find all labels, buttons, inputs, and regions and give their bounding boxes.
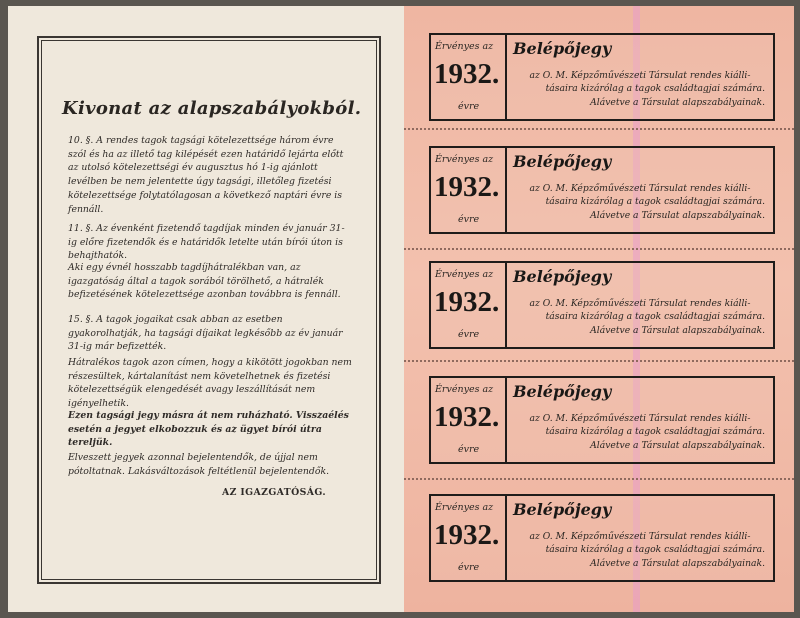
ticket-valid-label: Érvényes az bbox=[435, 269, 494, 280]
ticket-text-line1: az O. M. Képzőművészeti Társulat rendes kiálli- bbox=[529, 70, 751, 81]
ticket-title: Belépőjegy bbox=[513, 382, 612, 401]
perforation-line bbox=[404, 478, 794, 480]
paragraph-15-continued: Hátralékos tagok azon címen, hogy a kikötött jogokban nem részesültek, kártalanítást nem követelhetnek és fizetési kötelezettségük elengedését avagy leszállítását nem igényelhetik. bbox=[68, 357, 352, 410]
ticket-year-suffix: évre bbox=[458, 562, 480, 573]
ticket-year-suffix: évre bbox=[458, 101, 480, 112]
admission-ticket bbox=[429, 261, 775, 349]
ticket-validity-box bbox=[431, 496, 507, 580]
ticket-valid-label: Érvényes az bbox=[435, 384, 494, 395]
ticket-text-line3: Alávetve a Társulat alapszabályainak. bbox=[590, 324, 765, 336]
ticket-text-line2: tásaira kizárólag a tagok családtagjai számára. bbox=[545, 426, 765, 438]
ticket-year-suffix: évre bbox=[458, 329, 480, 340]
paragraph-11-continued: Aki egy évnél hosszabb tagdíjhátralékban van, az igazgatóság által a tagok sorából törölhető, a hátralék befizetésének kötelezettsége azonban továbbra is fennáll. bbox=[68, 262, 341, 301]
ticket-text-line3: Alávetve a Társulat alapszabályainak. bbox=[590, 209, 765, 221]
perforation-line bbox=[404, 128, 794, 130]
ticket-text bbox=[511, 182, 769, 222]
ticket-year: 1932. bbox=[434, 401, 500, 433]
ticket-text-line2: tásaira kizárólag a tagok családtagjai számára. bbox=[545, 311, 765, 323]
transfer-notice: Ezen tagsági jegy másra át nem ruházható. Visszaélés esetén a jegyet elkobozzuk és az ügyet bírói útra tereljük. bbox=[68, 410, 349, 449]
ticket-title: Belépőjegy bbox=[513, 500, 612, 519]
admission-ticket bbox=[429, 494, 775, 582]
document-title: Kivonat az alapszabályokból. bbox=[62, 98, 362, 119]
ticket-text bbox=[511, 69, 769, 109]
ticket-text bbox=[511, 297, 769, 337]
ticket-year-suffix: évre bbox=[458, 214, 480, 225]
paragraph-10: 10. §. A rendes tagok tagsági kötelezettsége három évre szól és ha az illető tag kilépését ezen határidő lejárta előtt az utolsó kötelezettségi év augusztus hó 1-ig ajánlott levélben be nem jelentette úgy tagsági, illetőleg fizetési kötelezettsége folytatólagosan a következő naptári évre is fennáll. bbox=[68, 135, 344, 215]
ticket-valid-label: Érvényes az bbox=[435, 502, 494, 513]
ticket-validity-box bbox=[431, 148, 507, 232]
ticket-text bbox=[511, 530, 769, 570]
perforation-line bbox=[404, 360, 794, 362]
ticket-title: Belépőjegy bbox=[513, 39, 612, 58]
ticket-validity-box bbox=[431, 378, 507, 462]
ticket-year: 1932. bbox=[434, 286, 500, 318]
ticket-validity-box bbox=[431, 35, 507, 119]
ticket-title: Belépőjegy bbox=[513, 152, 612, 171]
ticket-text-line2: tásaira kizárólag a tagok családtagjai számára. bbox=[545, 196, 765, 208]
lost-ticket-notice: Elveszett jegyek azonnal bejelentendők, de újjal nem pótoltatnak. Lakásváltozások feltétlenül bejelentendők. bbox=[68, 452, 330, 477]
paragraph-11: 11. §. Az évenként fizetendő tagdíjak minden év január 31-ig előre fizetendők és e határidők letelte után bírói úton is behajthatók. bbox=[68, 223, 345, 262]
ticket-year-suffix: évre bbox=[458, 444, 480, 455]
admission-ticket bbox=[429, 376, 775, 464]
paragraph-15: 15. §. A tagok jogaikat csak abban az esetben gyakorolhatják, ha tagsági díjaikat legkésőbb az év január 31-ig már befizették. bbox=[68, 314, 343, 353]
ticket-text-line3: Alávetve a Társulat alapszabályainak. bbox=[590, 439, 765, 451]
ticket-valid-label: Érvényes az bbox=[435, 154, 494, 165]
ticket-text-line1: az O. M. Képzőművészeti Társulat rendes kiálli- bbox=[529, 413, 751, 424]
ticket-valid-label: Érvényes az bbox=[435, 41, 494, 52]
perforation-line bbox=[404, 248, 794, 250]
ticket-text-line3: Alávetve a Társulat alapszabályainak. bbox=[590, 96, 765, 108]
signature: AZ IGAZGATÓSÁG. bbox=[222, 487, 326, 498]
ticket-year: 1932. bbox=[434, 58, 500, 90]
ticket-year: 1932. bbox=[434, 171, 500, 203]
ticket-title: Belépőjegy bbox=[513, 267, 612, 286]
admission-ticket bbox=[429, 146, 775, 234]
ticket-validity-box bbox=[431, 263, 507, 347]
ticket-text-line1: az O. M. Képzőművészeti Társulat rendes kiálli- bbox=[529, 298, 751, 309]
ticket-text-line2: tásaira kizárólag a tagok családtagjai számára. bbox=[545, 544, 765, 556]
ticket-year: 1932. bbox=[434, 519, 500, 551]
ticket-text-line3: Alávetve a Társulat alapszabályainak. bbox=[590, 557, 765, 569]
ticket-text-line2: tásaira kizárólag a tagok családtagjai számára. bbox=[545, 83, 765, 95]
admission-ticket bbox=[429, 33, 775, 121]
ticket-text-line1: az O. M. Képzőművészeti Társulat rendes kiálli- bbox=[529, 183, 751, 194]
ticket-text-line1: az O. M. Képzőművészeti Társulat rendes kiálli- bbox=[529, 531, 751, 542]
ticket-text bbox=[511, 412, 769, 452]
